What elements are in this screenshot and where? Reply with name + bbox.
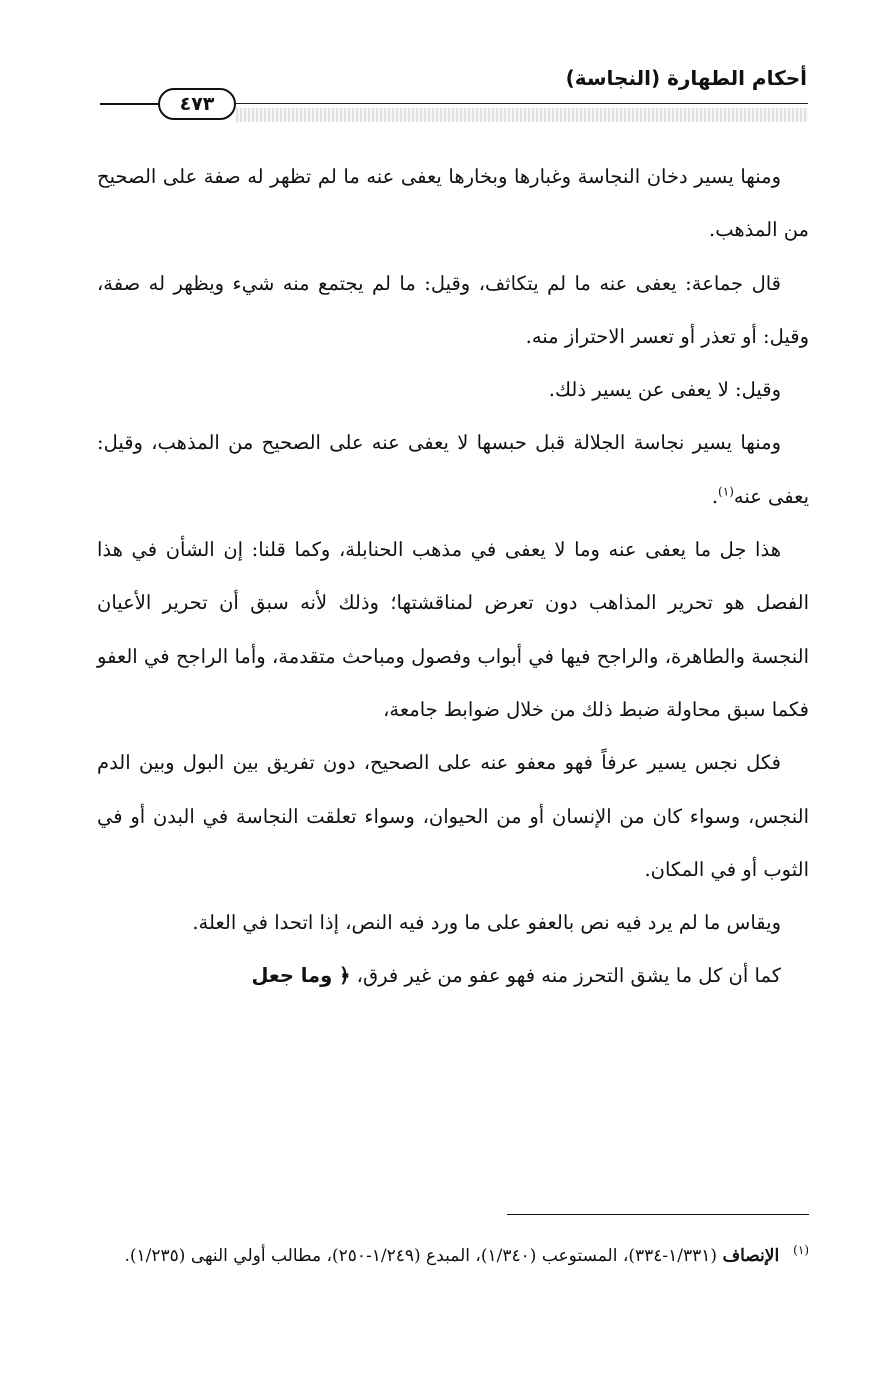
footnote-marker: (١) — [793, 1243, 809, 1258]
footnote-text: (١/٣٣١-٣٣٤)، المستوعب (١/٣٤٠)، المبدع (١/٢٤٩-٢٥٠)، مطالب أولي النهى (١/٢٣٥). — [124, 1246, 718, 1266]
body-text — [97, 150, 809, 1003]
paragraph-2: قال جماعة: يعفى عنه ما لم يتكاثف، وقيل: ما لم يجتمع منه شيء ويظهر له صفة، وقيل: أو تعذر أو تعسر الاحتراز منه. — [97, 271, 809, 348]
running-title: أحكام الطهارة (النجاسة) — [565, 66, 807, 90]
quran-quote-start: ﴿ وما جعل — [251, 964, 351, 988]
paragraph-7: ويقاس ما لم يرد فيه نص بالعفو على ما ورد فيه النص، إذا اتحدا في العلة. — [192, 911, 781, 935]
paragraph-4-end: . — [711, 484, 719, 508]
header-rule — [236, 103, 808, 104]
paragraph-8 — [97, 949, 809, 1002]
page-number: ٤٧٣ — [158, 88, 236, 120]
footnote-source: الإنصاف — [722, 1246, 780, 1266]
paragraph-4 — [97, 416, 809, 523]
paragraph-5: هذا جل ما يعفى عنه وما لا يعفى في مذهب الحنابلة، وكما قلنا: إن الشأن في هذا الفصل هو تحرير المذاهب دون تعرض لمناقشتها؛ وذلك لأنه سبق أن تحرير الأعيان النجسة والطاهرة، والراجح فيها في أبواب وفصول ومباحث متقدمة، وأما الراجح في العفو فكما سبق محاولة ضبط ذلك من خلال ضوابط جامعة، — [97, 538, 809, 721]
footnote-1 — [97, 1232, 809, 1281]
paragraph-6: فكل نجس يسير عرفاً فهو معفو عنه على الصحيح، دون تفريق بين البول وبين الدم النجس، وسواء كان من الإنسان أو من الحيوان، وسواء تعلقت النجاسة في البدن أو في الثوب أو في المكان. — [97, 751, 809, 881]
paragraph-4-text: ومنها يسير نجاسة الجلالة قبل حبسها لا يعفى عنه على الصحيح من المذهب، وقيل: يعفى عنه — [97, 431, 809, 508]
paragraph-3: وقيل: لا يعفى عن يسير ذلك. — [548, 378, 781, 402]
header-rule-left — [100, 103, 166, 105]
footnote-reference[interactable]: (١) — [718, 484, 734, 499]
header-rule-texture — [236, 108, 808, 122]
paragraph-1: ومنها يسير دخان النجاسة وغبارها وبخارها يعفى عنه ما لم تظهر له صفة على الصحيح من المذهب. — [97, 165, 809, 242]
footnote-separator — [507, 1214, 809, 1215]
paragraph-8-text: كما أن كل ما يشق التحرز منه فهو عفو من غير فرق، — [356, 964, 781, 988]
